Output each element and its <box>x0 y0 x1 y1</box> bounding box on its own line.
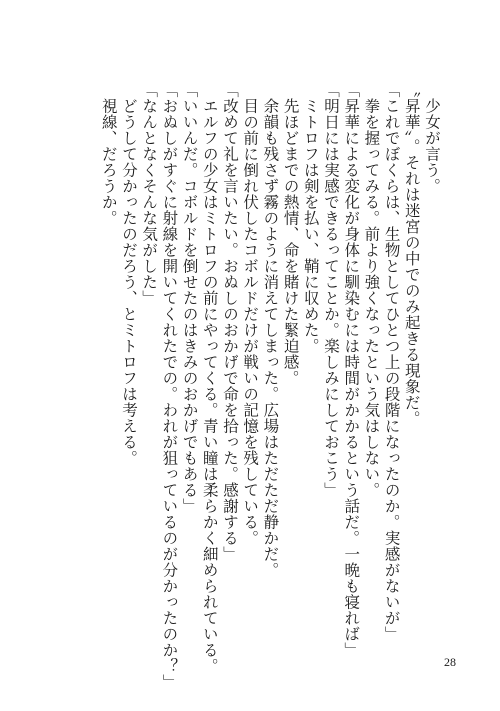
text-line: 「明日には実感できるってことか。楽しみにしておこう」 <box>321 82 340 498</box>
text-line: 視線、だろうか。 <box>99 82 118 226</box>
text-line: エルフの少女はミトロフの前にやってくる。青い瞳は柔らかく細められている。 <box>200 82 219 674</box>
text-line: 「いいんだ。コボルドを倒せたのはきみのおかげでもある」 <box>180 82 199 514</box>
text-line: 「おぬしがすぐに射線を開いてくれたでの。われが狙っているのが分かったのか？」 <box>160 82 179 690</box>
text-line: どうして分かったのだろう、とミトロフは考える。 <box>119 82 138 466</box>
text-line: 余韻も残さず霧のように消えてしまった。広場はただただ静かだ。 <box>261 82 280 578</box>
text-line: 「なんとなくそんな気がした」 <box>140 82 159 306</box>
text-line: ミトロフは剣を払い、鞘に収めた。 <box>301 82 320 354</box>
text-line: 目の前に倒れ伏したコボルドだけが戦いの記憶を残している。 <box>241 82 260 546</box>
text-line: 「改めて礼を言いたい。おぬしのおかげで命を拾った。感謝する」 <box>220 82 239 562</box>
text-line: 先ほどまでの熱情、命を賭けた緊迫感。 <box>281 82 300 386</box>
text-line: 「これでぼくらは、生物としてひとつ上の段階になったのか。実感がないが」 <box>382 82 401 642</box>
text-line: 拳を握ってみる。前より強くなったという気はしない。 <box>362 82 381 498</box>
text-line: 〝昇華〟。それは迷宮の中でのみ起きる現象だ。 <box>402 82 421 427</box>
text-line: 少女が言う。 <box>423 82 441 194</box>
vertical-text-body <box>99 82 442 690</box>
text-line: 「昇華による変化が身体に馴染むには時間がかかるという話だ。一晩も寝れば」 <box>342 82 361 658</box>
page-number: 28 <box>444 655 456 669</box>
